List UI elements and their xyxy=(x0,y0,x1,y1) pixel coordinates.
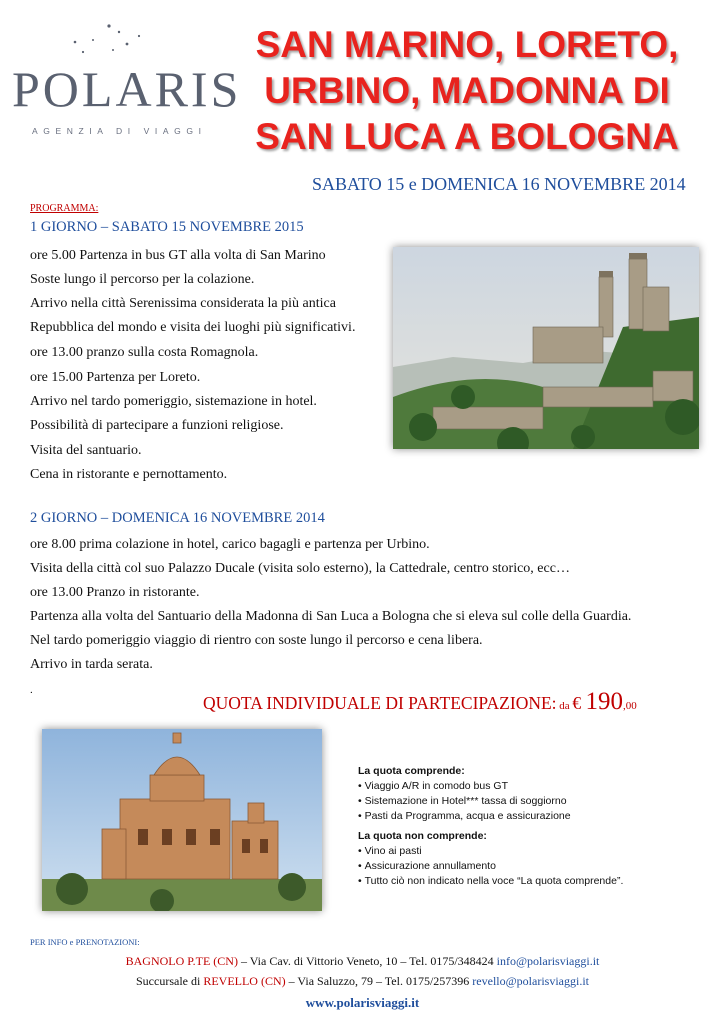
day2-line: Partenza alla volta del Santuario della Madonna di San Luca a Bologna che si eleva sul colle della Guardia. xyxy=(30,609,632,624)
info-label: PER INFO e PRENOTAZIONI: xyxy=(30,937,140,947)
price-line xyxy=(203,688,637,716)
day2-line: ore 8.00 prima colazione in hotel, carico bagagli e partenza per Urbino. xyxy=(30,537,430,552)
page-title xyxy=(232,22,702,160)
day1-line: Arrivo nel tardo pomeriggio, sistemazione in hotel. xyxy=(30,394,317,409)
day1-line: Arrivo nella città Serenissima considerata la più antica xyxy=(30,296,336,311)
excludes-list xyxy=(358,844,698,889)
includes-heading: La quota comprende: xyxy=(358,765,465,777)
footer-revello xyxy=(0,974,725,989)
list-item: • Sistemazione in Hotel*** tassa di soggiorno xyxy=(358,794,698,809)
day2-line: Visita della città col suo Palazzo Ducale (visita solo esterno), la Cattedrale, centro storico, ecc… xyxy=(30,561,570,576)
includes-list xyxy=(358,779,698,824)
title-line-3: SAN LUCA A BOLOGNA xyxy=(255,116,679,157)
euro-sign: € xyxy=(572,693,586,713)
programma-label: PROGRAMMA: xyxy=(30,203,99,214)
footer-prefix: Succursale di xyxy=(136,974,204,988)
day1-line: ore 5.00 Partenza in bus GT alla volta di San Marino xyxy=(30,248,326,263)
trip-dates: SABATO 15 e DOMENICA 16 NOVEMBRE 2014 xyxy=(312,174,686,194)
website-link[interactable]: www.polarisviaggi.it xyxy=(305,995,420,1010)
polaris-logo xyxy=(12,20,242,140)
list-item: • Vino ai pasti xyxy=(358,844,698,859)
san-marino-photo xyxy=(393,247,699,449)
price-cents: ,00 xyxy=(623,700,637,712)
quota-label: QUOTA INDIVIDUALE DI PARTECIPAZIONE: xyxy=(203,693,557,713)
day1-line: Repubblica del mondo e visita dei luoghi più significativi. xyxy=(30,320,356,335)
day1-line: Possibilità di partecipare a funzioni religiose. xyxy=(30,418,284,433)
day1-line: Visita del santuario. xyxy=(30,443,142,458)
quota-da: da xyxy=(556,700,573,712)
day2-line: Arrivo in tarda serata. xyxy=(30,657,153,672)
day1-heading: 1 GIORNO – SABATO 15 NOVEMBRE 2015 xyxy=(30,219,304,235)
logo-tagline: AGENZIA DI VIAGGI xyxy=(32,126,207,136)
stray-dot: . xyxy=(30,684,33,696)
day2-line: ore 13.00 Pranzo in ristorante. xyxy=(30,585,200,600)
footer-place: BAGNOLO P.TE (CN) xyxy=(125,954,238,968)
list-item: • Viaggio A/R in comodo bus GT xyxy=(358,779,698,794)
excludes-heading: La quota non comprende: xyxy=(358,830,487,842)
stars-icon xyxy=(67,20,147,60)
day2-heading: 2 GIORNO – DOMENICA 16 NOVEMBRE 2014 xyxy=(30,510,325,526)
list-item: • Tutto ciò non indicato nella voce “La quota comprende”. xyxy=(358,874,698,889)
title-line-1: SAN MARINO, LORETO, xyxy=(255,24,679,65)
list-item: • Pasti da Programma, acqua e assicurazione xyxy=(358,809,698,824)
title-line-2: URBINO, MADONNA DI xyxy=(264,70,670,111)
san-luca-photo xyxy=(42,729,322,911)
footer-bagnolo xyxy=(0,954,725,969)
email-link[interactable]: revello@polarisviaggi.it xyxy=(472,974,589,988)
day1-line: ore 15.00 Partenza per Loreto. xyxy=(30,370,201,385)
day2-line: Nel tardo pomeriggio viaggio di rientro con soste lungo il percorso e cena libera. xyxy=(30,633,483,648)
day1-line: Cena in ristorante e pernottamento. xyxy=(30,467,228,482)
footer-address: – Via Cav. di Vittorio Veneto, 10 – Tel. 0175/348424 xyxy=(237,954,497,968)
logo-wordmark: POLARIS xyxy=(12,61,242,117)
price-value: 190 xyxy=(585,688,624,715)
email-link[interactable]: info@polarisviaggi.it xyxy=(496,954,600,968)
footer-address: – Via Saluzzo, 79 – Tel. 0175/257396 xyxy=(285,974,473,988)
day1-line: Soste lungo il percorso per la colazione. xyxy=(30,272,255,287)
quota-details xyxy=(358,764,698,894)
day1-line: ore 13.00 pranzo sulla costa Romagnola. xyxy=(30,345,259,360)
list-item: • Assicurazione annullamento xyxy=(358,859,698,874)
footer-place: REVELLO (CN) xyxy=(203,974,286,988)
